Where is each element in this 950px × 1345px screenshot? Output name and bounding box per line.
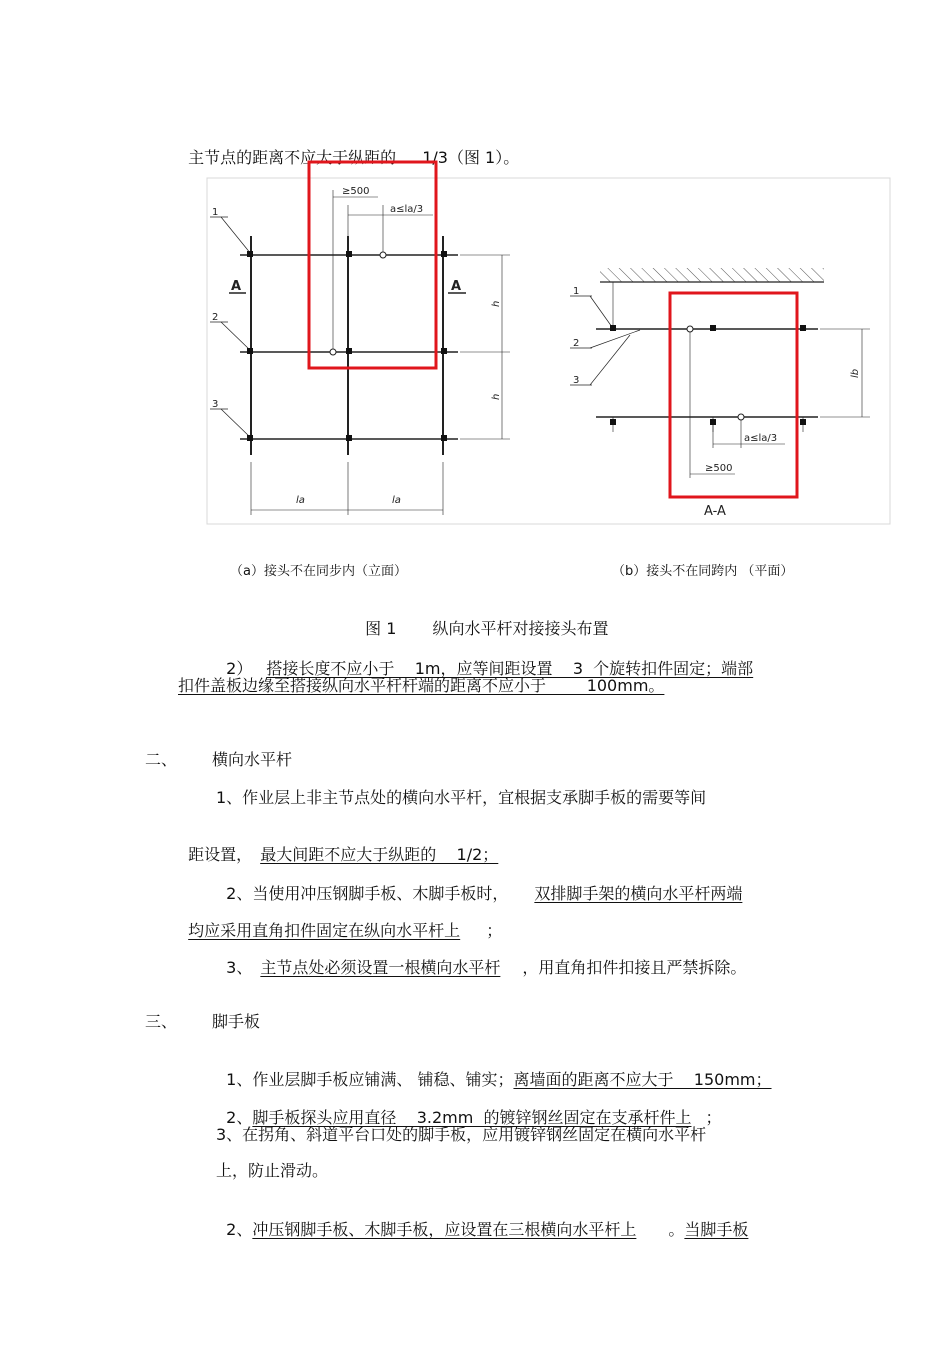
- sec3-item1-plain: 1、作业层脚手板应铺满、 铺稳、铺实；: [226, 1070, 514, 1089]
- right-dim-500: ≥500: [705, 463, 733, 474]
- right-dim-a: a≤la/3: [744, 433, 778, 444]
- para-2-num: 2）: [226, 659, 253, 678]
- para-2-line-1: [216, 639, 753, 679]
- sec2-item1-plain: 距设置，: [188, 845, 253, 864]
- sec3-item1: [216, 1050, 772, 1090]
- left-callout-2: 2: [212, 312, 219, 323]
- right-callout-1: 1: [573, 286, 580, 297]
- right-joint-bot: [738, 414, 744, 420]
- figure-title: [355, 599, 608, 639]
- section-3-num: 三、: [145, 1012, 178, 1031]
- right-dim-lb: lb: [850, 368, 861, 378]
- left-dim-500: ≥500: [342, 186, 370, 197]
- figure-title-text: 纵向水平杆对接接头布置: [432, 619, 609, 638]
- sec3-item4: [216, 1200, 748, 1240]
- left-dim-a: a≤la/3: [390, 204, 424, 215]
- sec3-item4-underlined-1: 冲压钢脚手板、木脚手板，应设置在三根横向水平杆上: [252, 1220, 637, 1239]
- section-2-title: 横向水平杆: [212, 750, 293, 769]
- sec3-item3-line2: 上，防止滑动。: [216, 1161, 329, 1180]
- sec2-item1-line1: 1、作业层上非主节点处的横向水平杆，宜根据支承脚手板的需要等间: [216, 788, 707, 807]
- left-section-mark-a-2: A: [451, 279, 462, 294]
- sec2-item2-plain: 2、当使用冲压钢脚手板、木脚手板时，: [226, 884, 509, 903]
- left-dim-h-1: h: [491, 300, 502, 307]
- left-callout-3: 3: [212, 399, 219, 410]
- sec2-item2-end: ；: [486, 921, 503, 940]
- right-callout-2: 2: [573, 338, 580, 349]
- right-section-label: A-A: [704, 504, 726, 519]
- left-dim-la-1: la: [296, 495, 305, 506]
- sec2-item2-line1: [216, 864, 742, 904]
- sec2-item2-line2: [178, 901, 502, 941]
- sec3-item4-dot: 。: [668, 1220, 685, 1239]
- sec3-item2-end: ；: [705, 1108, 722, 1127]
- left-joint-mid: [330, 349, 336, 355]
- para-2-line-2: 扣件盖板边缘至搭接纵向水平杆杆端的距离不应小于 100mm。: [178, 676, 665, 695]
- intro-value: 1/3（图 1）。: [422, 148, 520, 167]
- sec2-item2-underlined-1: 双排脚手架的横向水平杆两端: [534, 884, 743, 903]
- right-diagram: [570, 282, 870, 478]
- sec2-item1-line2: [178, 825, 498, 865]
- sec3-item2-underlined: 脚手板探头应用直径 3.2mm 的镀锌钢丝固定在支承杆件上: [252, 1108, 692, 1127]
- figure-1: [0, 0, 950, 560]
- caption-a: （a）接头不在同步内（立面）: [230, 564, 407, 579]
- left-section-mark-a-1: A: [231, 279, 242, 294]
- sec3-item2: [216, 1088, 722, 1128]
- left-diagram: [210, 190, 510, 515]
- left-highlight-box: [309, 162, 436, 368]
- sec2-item3-underlined: 主节点处必须设置一根横向水平杆: [260, 958, 501, 977]
- left-dim-h-2: h: [491, 393, 502, 400]
- left-dim-la-2: la: [392, 495, 401, 506]
- section-3-title: 脚手板: [212, 1012, 261, 1031]
- sec2-item3: [216, 938, 746, 978]
- section-2-num: 二、: [145, 750, 178, 769]
- sec2-item2-underlined-2: 均应采用直角扣件固定在纵向水平杆上: [188, 921, 461, 940]
- sec3-item3-line1: 3、在拐角、斜道平台口处的脚手板，应用镀锌钢丝固定在横向水平杆: [216, 1125, 707, 1144]
- intro-prefix: 主节点的距离不应大于纵距的: [188, 148, 397, 167]
- figure-number: 图 1: [365, 619, 397, 638]
- right-highlight-box: [670, 293, 797, 497]
- right-callout-3: 3: [573, 375, 580, 386]
- right-couplers: [610, 325, 806, 425]
- sec3-item1-underlined: 离墙面的距离不应大于 150mm；: [513, 1070, 772, 1089]
- caption-b: （b）接头不在同跨内 （平面）: [612, 564, 794, 579]
- sec3-item4-underlined-2: 当脚手板: [684, 1220, 749, 1239]
- wall-hatch: [600, 268, 824, 282]
- sec3-item2-num: 2、: [226, 1108, 253, 1127]
- left-callout-1: 1: [212, 207, 219, 218]
- sec2-item3-num: 3、: [226, 958, 253, 977]
- right-joint-top: [687, 326, 693, 332]
- sec2-item1-underlined: 最大间距不应大于纵距的 1/2；: [260, 845, 499, 864]
- left-joint-top: [380, 252, 386, 258]
- sec3-item4-num: 2、: [226, 1220, 253, 1239]
- sec2-item3-end: ，用直角扣件扣接且严禁拆除。: [522, 958, 747, 977]
- para-2-text-1: 搭接长度不应小于 1m，应等间距设置 3 个旋转扣件固定；端部: [266, 659, 754, 678]
